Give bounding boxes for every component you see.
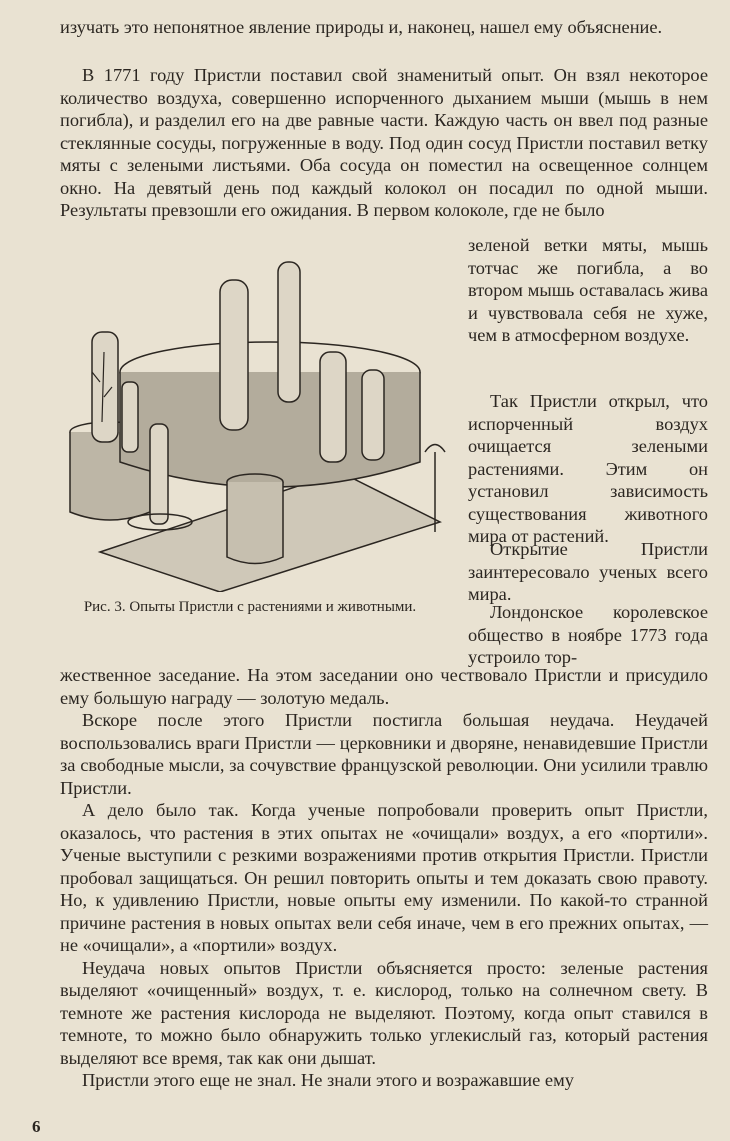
right-column-c: Открытие Пристли заинтересовало ученых всего мира. xyxy=(468,539,708,604)
paragraph-failure: Вскоре после этого Пристли постигла большая неудача. Неудачей воспользовались враги Пристли — церковники и дворяне, ненавидевшие Пристли за свободные мысли, за сочувствие французской революции. Они усилили травлю Пристли. xyxy=(60,710,708,798)
figure-priestley-experiment xyxy=(40,252,460,597)
right-column-d: Лондонское королевское общество в ноябре 1773 года устроило тор- xyxy=(468,602,708,667)
bottom-text-block xyxy=(60,709,708,1092)
figure-caption: Рис. 3. Опыты Пристли с растениями и животными. xyxy=(83,599,417,615)
header-text: изучать это непонятное явление природы и, наконец, нашел ему объяснение. xyxy=(60,17,663,37)
paragraph-verify: А дело было так. Когда ученые попробовали проверить опыт Пристли, оказалось, что растения в этих опытах не «очищали» воздух, а его «портили». Ученые выступили с резкими возражениями против открытия Пристли. Пристли пробовал защищаться. Он решил повторить опыты и тем доказать свою правоту. Но, к удивлению Пристли, новые опыты ему изменили. По какой-то странной причине растения в новых опытах вели себя иначе, чем в его прежних опытах, — не «очищали», а «портили» воздух. xyxy=(60,800,708,955)
right-column-b: Так Пристли открыл, что испорченный воздух очищается зелеными растениями. Этим он установил зависимость существования животного мира от растений. xyxy=(468,391,708,546)
paragraph-experiment: В 1771 году Пристли поставил свой знаменитый опыт. Он взял некоторое количество воздуха, совершенно испорченного дыханием мыши (мышь в нем погибла), и разделил его на две равные части. Каждую часть он ввел под разные стеклянные сосуды, погруженные в воду. Под один сосуд Пристли поставил ветку мяты с зелеными листьями. Оба сосуда он поместил на освещенное солнцем окно. На девятый день под каждый колокол он посадил по одной мыши. Результаты превзошли его ожидания. В первом колоколе, где не было xyxy=(60,65,708,220)
right-column-a: зеленой ветки мяты, мышь тотчас же погибла, а во втором мышь оставалась жива и чувствовала себя не хуже, чем в атмосферном воздухе. xyxy=(468,235,708,345)
paragraph-last: Пристли этого еще не знал. Не знали этого и возражавшие ему xyxy=(82,1070,574,1090)
page-number: 6 xyxy=(32,1117,41,1136)
paragraph-continuation: жественное заседание. На этом заседании оно чествовало Пристли и присудило ему большую награду — золотую медаль. xyxy=(60,665,708,708)
paragraph-explain: Неудача новых опытов Пристли объясняется просто: зеленые растения выделяют «очищенный» воздух, т. е. кислород, только на солнечном свету. В темноте же растения кислорода не выделяют. Поэтому, когда опыт ставился в темноте, то можно было обнаружить только углекислый газ, который растения выделяют все время, так как они дышат. xyxy=(60,957,708,1068)
